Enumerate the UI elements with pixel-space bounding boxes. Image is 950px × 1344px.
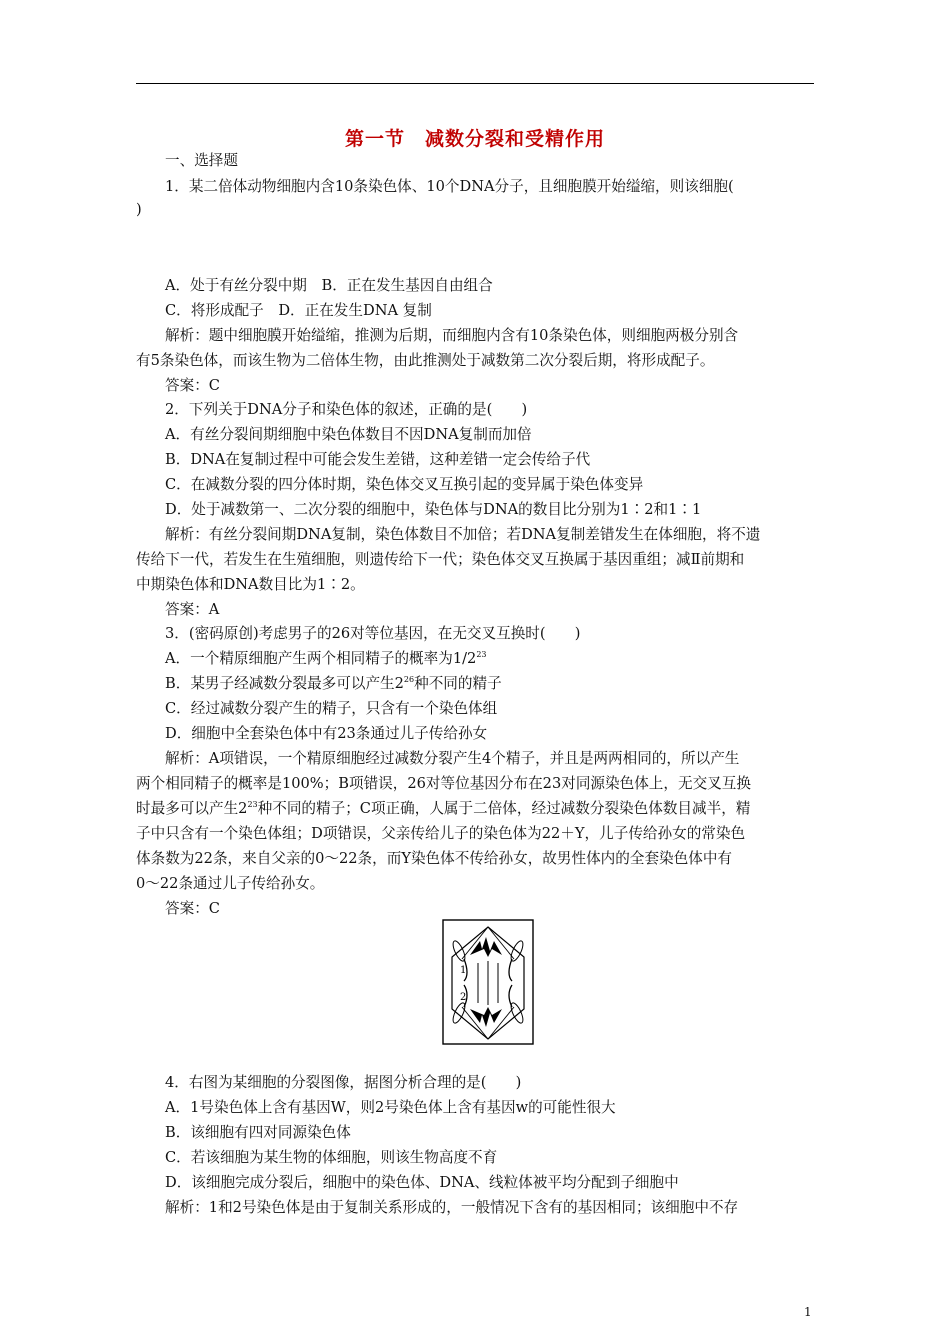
q1-answer: 答案：C: [165, 377, 220, 394]
q4-option-b: B．该细胞有四对同源染色体: [165, 1124, 351, 1141]
q2-explanation-3: 中期染色体和DNA数目比为1∶2。: [136, 576, 365, 593]
q4-option-c: C．若该细胞为某生物的体细胞，则该生物高度不育: [165, 1149, 498, 1166]
q3-option-d: D．细胞中全套染色体中有23条通过儿子传给孙女: [165, 725, 488, 742]
q2-option-c: C．在减数分裂的四分体时期，染色体交叉互换引起的变异属于染色体变异: [165, 476, 644, 493]
q4-option-d: D．该细胞完成分裂后，细胞中的染色体、DNA、线粒体被平均分配到子细胞中: [165, 1174, 679, 1191]
q2-explanation-2: 传给下一代，若发生在生殖细胞，则遗传给下一代；染色体交叉互换属于基因重组；减Ⅱ前期和: [136, 551, 745, 568]
q1-explanation-1: 解析：题中细胞膜开始缢缩，推测为后期，而细胞内含有10条染色体，则细胞两极分别含: [165, 327, 739, 344]
q3-explanation-3: 时最多可以产生$2^{23}$种不同的精子；C项正确，人属于二倍体，经过减数分裂染色体数目减半，精: [136, 800, 751, 817]
q3-option-c: C．经过减数分裂产生的精子，只含有一个染色体组: [165, 700, 498, 717]
q3-option-a: A．一个精原细胞产生两个相同精子的概率为$1/2^{23}$: [165, 650, 487, 667]
q2-stem: 2．下列关于DNA分子和染色体的叙述，正确的是( ): [165, 401, 528, 418]
q1-options-cd: C．将形成配子 D．正在发生DNA 复制: [165, 302, 432, 319]
q2-answer: 答案：A: [165, 601, 220, 618]
q3-explanation-6: 0～22条通过儿子传给孙女。: [136, 875, 325, 892]
q2-option-d: D．处于减数第一、二次分裂的细胞中，染色体与DNA的数目比分别为1∶2和1∶1: [165, 501, 702, 518]
figure-label-1: 1: [460, 965, 467, 976]
q3-stem: 3．(密码原创)考虑男子的26对等位基因，在无交叉互换时( ): [165, 625, 581, 642]
q1-explanation-2: 有5条染色体，而该生物为二倍体生物，由此推测处于减数第二次分裂后期，将形成配子。: [136, 352, 715, 369]
q2-option-b: B．DNA在复制过程中可能会发生差错，这种差错一定会传给子代: [165, 451, 591, 468]
cell-division-figure: [442, 919, 534, 1045]
q3-answer: 答案：C: [165, 900, 220, 917]
q3-explanation-2: 两个相同精子的概率是100%；B项错误，26对等位基因分布在23对同源染色体上，无交叉互换: [136, 775, 751, 792]
page-number: 1: [804, 1305, 812, 1319]
section-heading: 一、选择题: [165, 152, 238, 169]
q4-option-a: A．1号染色体上含有基因W，则2号染色体上含有基因w的可能性很大: [165, 1099, 616, 1116]
page-title: 第一节 减数分裂和受精作用: [344, 128, 605, 150]
q3-explanation-5: 体条数为22条，来自父亲的0～22条，而Y染色体不传给孙女，故男性体内的全套染色体中有: [136, 850, 733, 867]
q4-stem: 4．右图为某细胞的分裂图像，据图分析合理的是( ): [165, 1074, 522, 1091]
q1-stem-2: ): [136, 201, 142, 218]
q1-options-ab: A．处于有丝分裂中期 B．正在发生基因自由组合: [165, 277, 493, 294]
figure-label-2: 2: [460, 992, 467, 1003]
q3-explanation-1: 解析：A项错误，一个精原细胞经过减数分裂产生4个精子，并且是两两相同的，所以产生: [165, 750, 740, 767]
q1-stem-1: 1．某二倍体动物细胞内含10条染色体、10个DNA分子，且细胞膜开始缢缩，则该细胞(: [165, 178, 734, 195]
q2-option-a: A．有丝分裂间期细胞中染色体数目不因DNA复制而加倍: [165, 426, 532, 443]
q3-explanation-4: 子中只含有一个染色体组；D项错误，父亲传给儿子的染色体为22＋Y，儿子传给孙女的常染色: [136, 825, 746, 842]
q2-explanation-1: 解析：有丝分裂间期DNA复制，染色体数目不加倍；若DNA复制差错发生在体细胞，将不遗: [165, 526, 761, 543]
q3-option-b: B．某男子经减数分裂最多可以产生$2^{26}$种不同的精子: [165, 675, 502, 692]
q4-explanation-1: 解析：1和2号染色体是由于复制关系形成的，一般情况下含有的基因相同；该细胞中不存: [165, 1199, 739, 1216]
header-rule: [136, 83, 814, 84]
